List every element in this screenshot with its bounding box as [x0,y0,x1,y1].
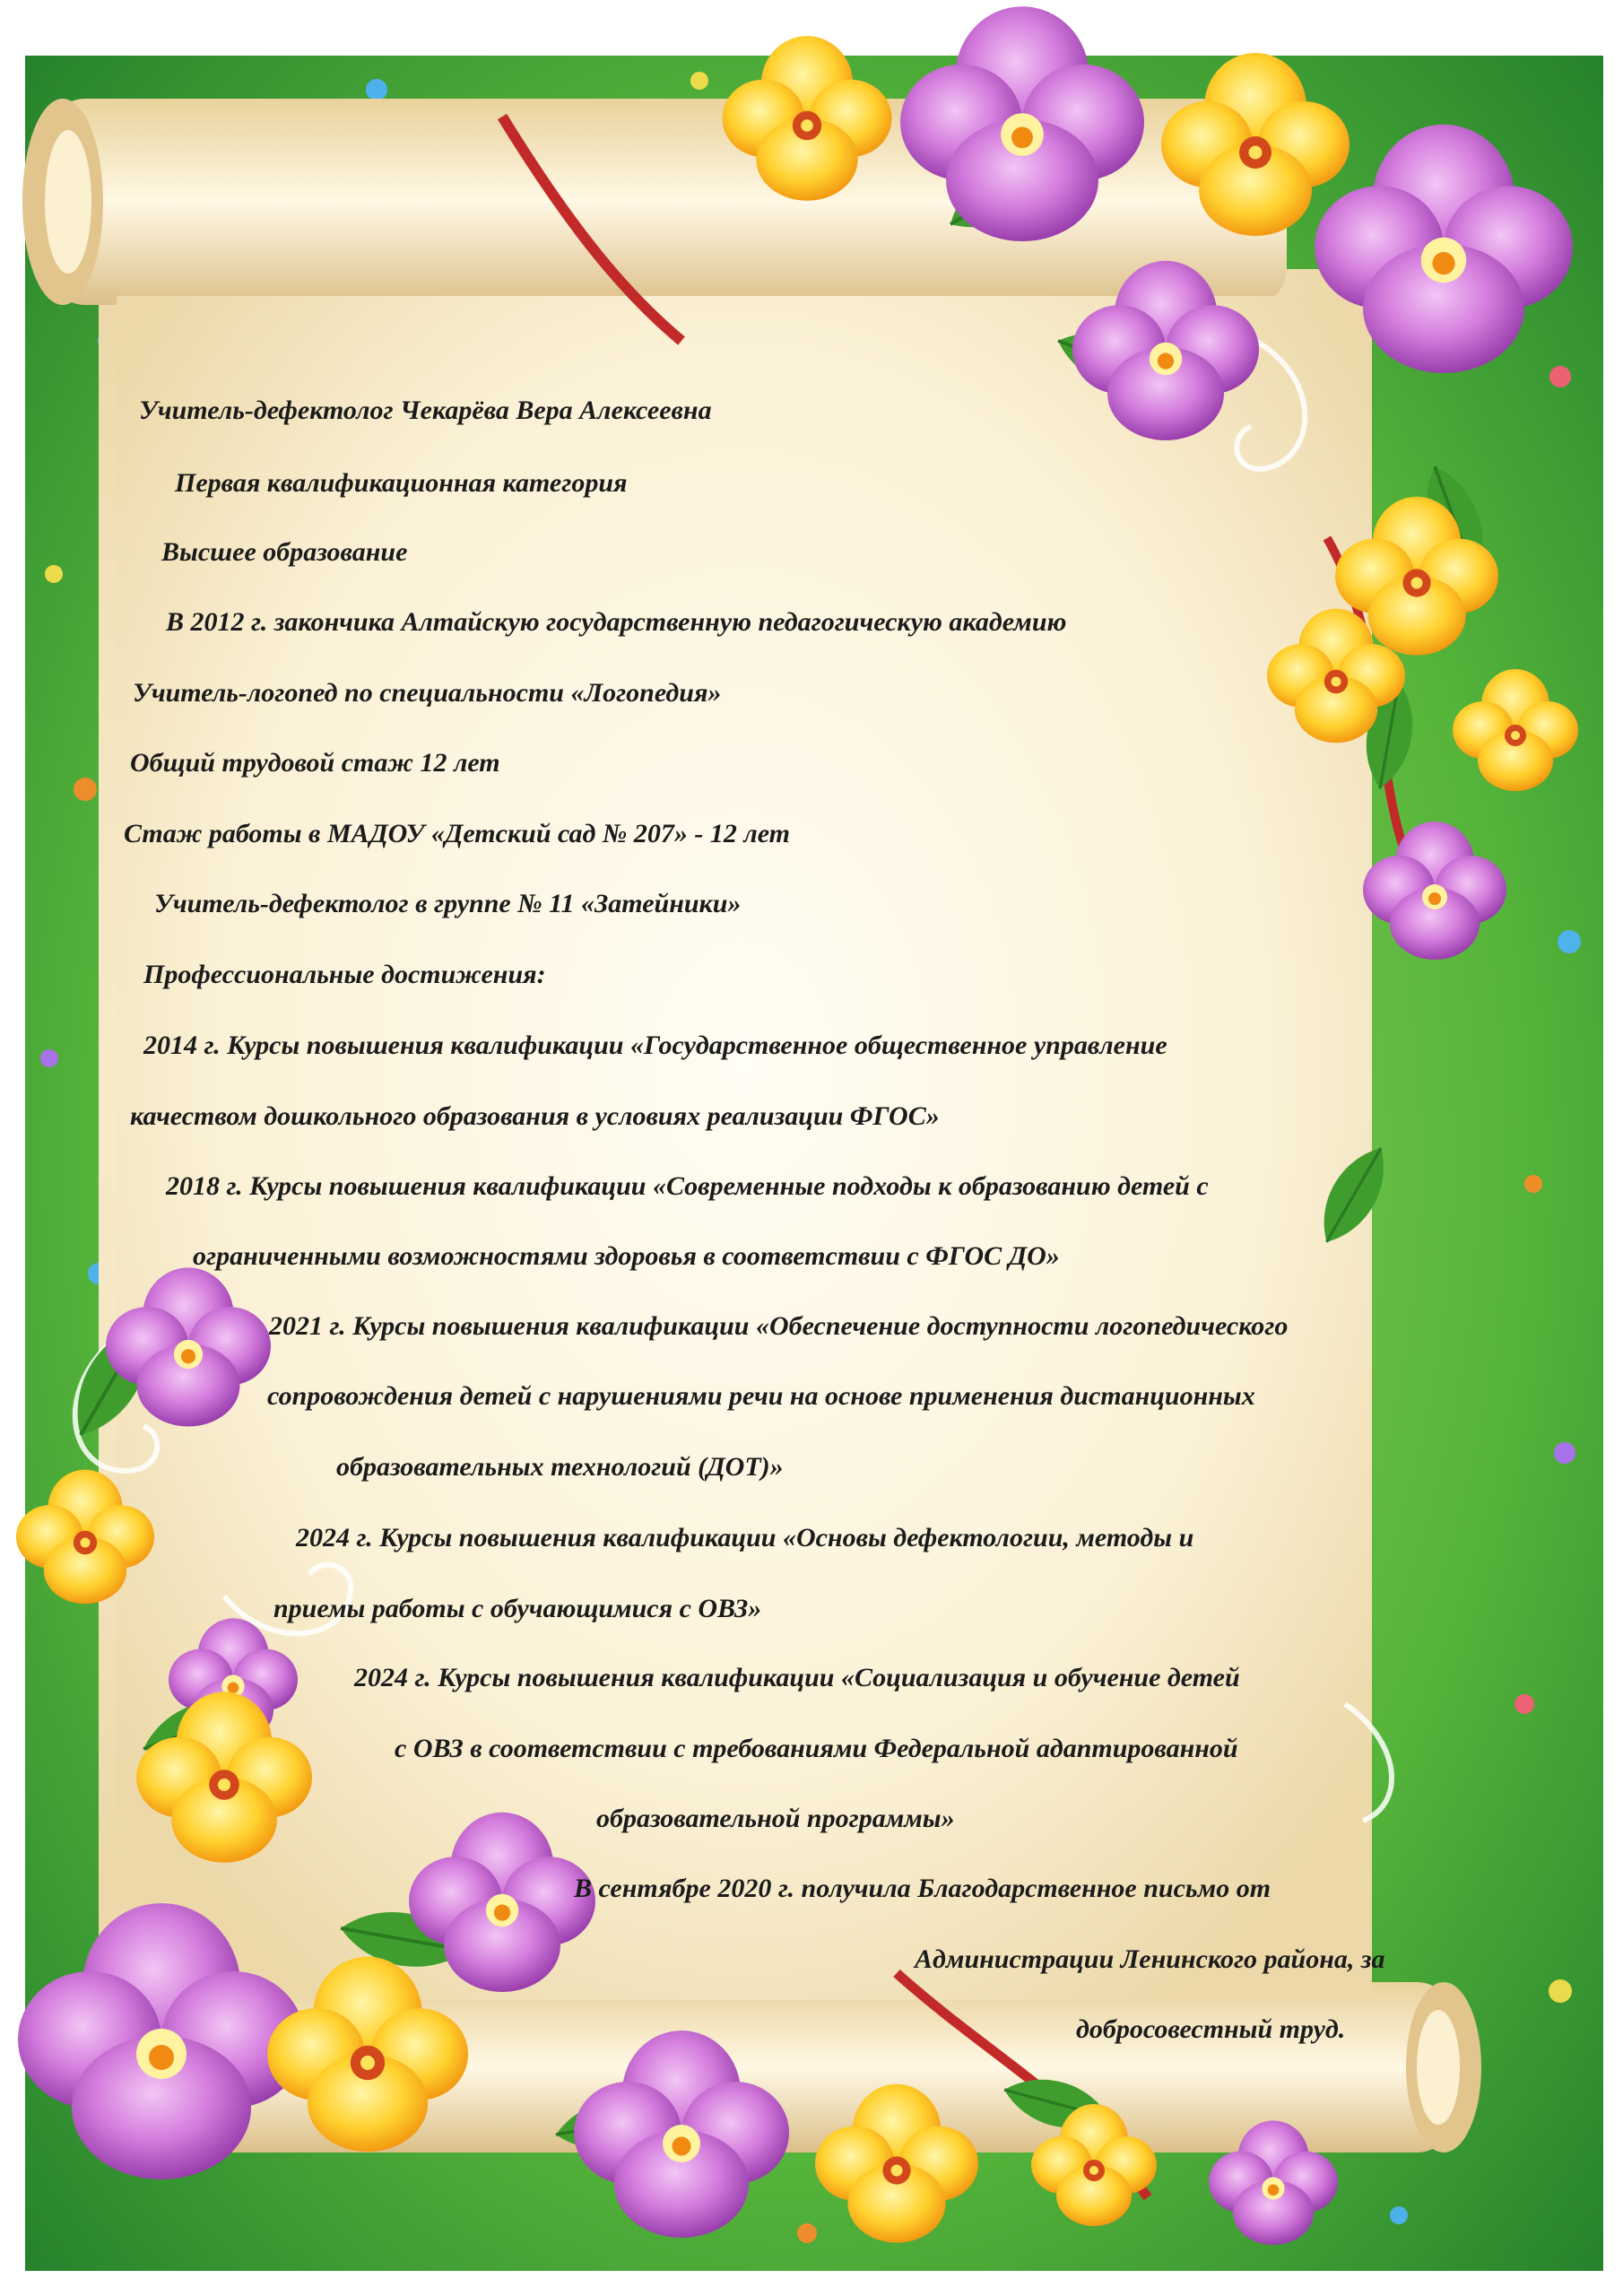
graduation-line: В 2012 г. закончика Алтайскую государственную педагогическую академию [166,607,1067,637]
achievement-2021-line-2: сопровождения детей с нарушениями речи на основе применения дистанционных [267,1381,1255,1411]
category-line: Первая квалификационная категория [175,468,628,498]
achievement-2018-line-1: 2018 г. Курсы повышения квалификации «Современные подходы к образованию детей с [166,1171,1209,1201]
achievement-2024a-line-1: 2024 г. Курсы повышения квалификации «Основы дефектологии, методы и [296,1523,1194,1552]
achievement-2024a-line-2: приемы работы с обучающимися с ОВЗ» [273,1594,762,1623]
kindergarten-experience-line: Стаж работы в МАДОУ «Детский сад № 207» - 12 лет [124,819,791,848]
award-line-1: В сентябре 2020 г. получила Благодарственное письмо от [574,1874,1271,1903]
total-experience-line: Общий трудовой стаж 12 лет [130,748,500,778]
achievement-2024b-line-3: образовательной программы» [596,1804,955,1833]
specialty-line: Учитель-логопед по специальности «Логопедия» [133,678,722,708]
achievement-2024b-line-1: 2024 г. Курсы повышения квалификации «Социализация и обучение детей [354,1663,1240,1692]
achievement-2014-line-2: качеством дошкольного образования в условиях реализации ФГОС» [130,1101,940,1131]
achievement-2024b-line-2: с ОВЗ в соответствии с требованиями Федеральной адаптированной [395,1734,1238,1763]
achievement-2018-line-2: ограниченными возможностями здоровья в соответствии с ФГОС ДО» [193,1241,1060,1271]
achievement-2021-line-1: 2021 г. Курсы повышения квалификации «Обеспечение доступности логопедического [269,1311,1289,1341]
award-line-2: Администрации Ленинского района, за [915,1944,1385,1974]
teacher-name: Учитель-дефектолог Чекарёва Вера Алексеевна [139,396,712,425]
award-line-3: добросовестный труд. [1076,2014,1346,2044]
achievement-2014-line-1: 2014 г. Курсы повышения квалификации «Государственное общественное управление [143,1031,1167,1060]
group-line: Учитель-дефектолог в группе № 11 «Затейники» [154,889,742,918]
education-line: Высшее образование [161,537,408,567]
achievement-2021-line-3: образовательных технологий (ДОТ)» [336,1452,784,1482]
achievements-heading: Профессиональные достижения: [143,960,546,989]
